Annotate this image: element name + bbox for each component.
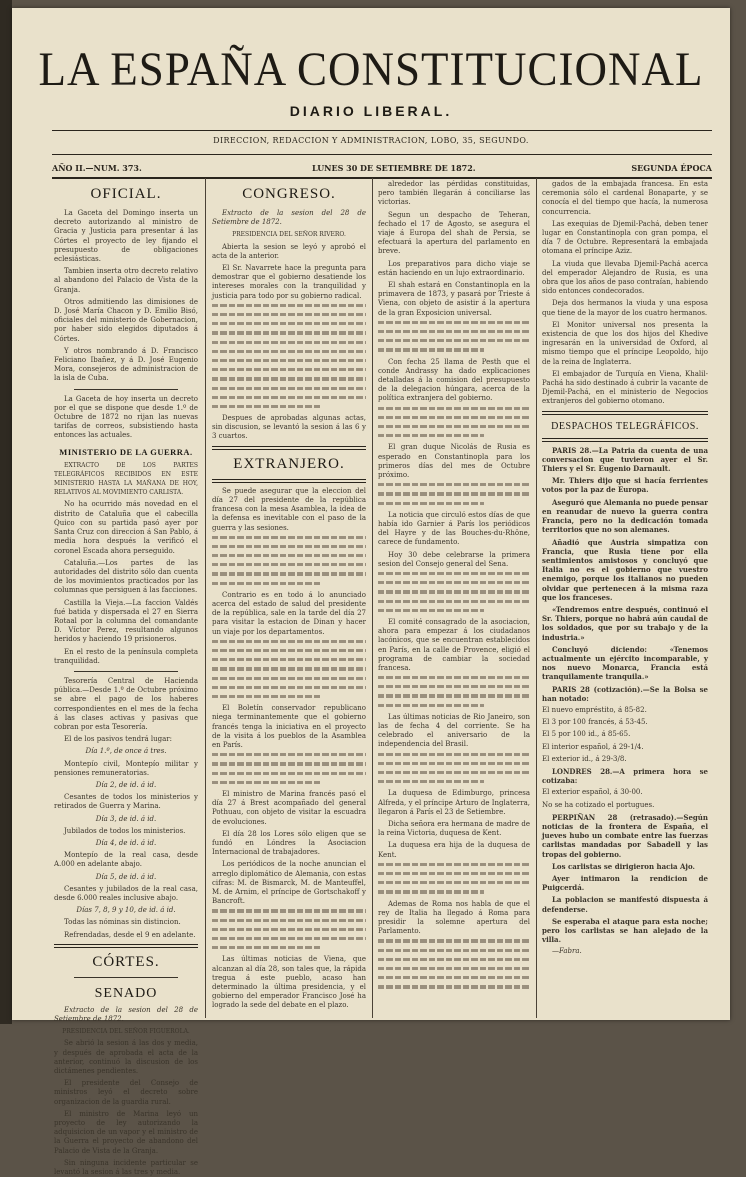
illegible-text-block [378, 321, 530, 352]
news-paragraph: El shah estará en Constantinopla en la primavera de 1873, y pasará por Trieste á Viena, con objeto de asistir á la apertura de la gran Exposicion universal. [378, 281, 530, 317]
illegible-text-block [378, 939, 530, 988]
oficial-paragraph: Y otros nombrando á D. Francisco Feliciano Ibañez, y á D. José Eugenio Mora, consejeros de administracion de la isla de Cuba. [54, 346, 198, 383]
section-double-rule [542, 438, 708, 442]
senado-paragraph: Se abrió la sesion á las dos y media, y después de aprobada el acta de la anterior, continuó la discusion de los dictámenes pendientes. [54, 1039, 198, 1076]
quote-line: El nuevo empréstito, á 85-82. [542, 705, 647, 714]
illegible-text-block [212, 909, 366, 949]
payment-day-label: Día 1.º, de once á tres. [85, 747, 167, 756]
news-paragraph: El gran duque Nicolás de Rusia es esperado en Constantinopla para los primeros días del mes de Octubre próximo. [378, 443, 530, 479]
illegible-text-block [212, 536, 366, 585]
quote-line: El exterior español, á 30-00. [542, 788, 643, 797]
oficial-paragraph: Tambien inserta otro decreto relativo al abandono del Palacio de Vista de la Granja. [54, 267, 198, 294]
illegible-text-block [378, 863, 530, 894]
cortes-heading: CÓRTES. [92, 953, 160, 970]
payment-day-text: Jubilados de todos los ministerios. [64, 826, 186, 835]
telegram-paragraph: Mr. Thiers dijo que si hacía ferrientes votos por la paz de Europa. [542, 476, 708, 495]
payment-day-text: Montepío civil, Montepío militar y pensiones remuneratorias. [54, 759, 198, 777]
column-3 [378, 180, 530, 1015]
oficial-paragraph: Otros admitiendo las dimisiones de D. José María Chacon y D. Emilio Bisó, oficiales del ministerio de Gobernacion, por haber sido elegidos diputados á Córtes. [54, 297, 198, 343]
despachos-heading: DESPACHOS TELEGRÁFICOS. [551, 420, 699, 432]
illegible-text-block [378, 407, 530, 438]
payment-day-label: Día 3, de id. á id. [95, 814, 157, 823]
masthead-title: LA ESPAÑA CONSTITUCIONAL [38, 42, 704, 96]
header-rule-bottom [52, 177, 712, 179]
guerra-paragraph: Cataluña.—Los partes de las autoridades del distrito sólo dan cuenta de los movimientos practicados por las columnas que persiguen á las facciones. [54, 558, 198, 595]
telegram-paragraph: Los carlistas se dirigieron hacia Ajo. [552, 861, 695, 871]
masthead-subtitle: DIARIO LIBERAL. [289, 103, 453, 119]
payment-day-label: Día 2, de id. á id. [95, 780, 157, 789]
news-paragraph: Con fecha 25 llama de Pesth que el conde Andrassy ha dado explicaciones detalladas á la comision del presupuesto de la delegacion húngara, acerca de la política extranjera del gobierno. [378, 357, 530, 403]
news-paragraph: La duquesa de Edimburgo, princesa Alfreda, y el príncipe Arturo de Inglaterra, llegaron á París el 23 de Setiembre. [378, 789, 530, 816]
column-rule-2 [372, 178, 373, 1018]
illegible-text-block [212, 640, 366, 698]
dateline [52, 161, 712, 175]
issue-number: AÑO II.—NUM. 373. [52, 163, 142, 173]
oficial-paragraph: La Gaceta de hoy inserta un decreto por el que se dispone que desde 1.º de Octubre de 1872 no rijan las nuevas tarifas de correos, subsistiendo hasta entonces las actuales. [54, 394, 198, 440]
congreso-paragraph: El Sr. Navarrete hace la pregunta para demostrar que el gobierno desatiende los intereses morales con la tranquilidad y justicia para todo por su gobierno radical. [212, 264, 366, 300]
telegram-paragraph: Ayer intimaron la rendicion de Puigcerdá. [542, 874, 708, 893]
payment-day-text: Cesantes y jubilados de la real casa, desde 6.000 reales inclusive abajo. [54, 884, 198, 902]
payment-day-label: Día 4, de id. á id. [95, 838, 157, 847]
extranjero-paragraph: El ministro de Marina francés pasó el día 27 á Brest acompañado del general Pothuau, con objeto de visitar la escuadra de evoluciones. [212, 789, 366, 826]
guerra-subheading: EXTRACTO DE LOS PARTES TELEGRÁFICOS RECIBIDOS EN ESTE MINISTERIO HASTA LA MAÑANA DE HOY, RELATIVOS AL MOVIMIENTO CARLISTA. [54, 461, 198, 497]
issue-date: LUNES 30 DE SETIEMBRE DE 1872. [312, 163, 476, 173]
payment-day-text: Montepío de la real casa, desde A.000 en adelante abajo. [54, 851, 198, 869]
guerra-paragraph: En el resto de la península completa tranquilidad. [54, 647, 198, 665]
senado-intro: Extracto de la sesion del 28 de Setiembre de 1872. [54, 1005, 198, 1024]
news-paragraph: La noticia que circuló estos días de que había ido Garnier á París los periódicos del Hayre y de las Bouches-du-Rhône, carece de fundamento. [378, 510, 530, 547]
news-paragraph: Los preparativos para dicho viaje se están haciendo en un lujo extraordinario. [378, 259, 530, 277]
illegible-text-block [378, 753, 530, 784]
column-1 [54, 180, 198, 1177]
congreso-heading: CONGRESO. [242, 186, 336, 202]
extranjero-paragraph: Contrario es en todo á lo anunciado acerca del estado de salud del presidente de la república, sale en la tarde del día 27 para visitar la estacion de Dinan y hacer un viaje por los departamentos. [212, 590, 366, 636]
news-paragraph: Las exequias de Djemil-Pachá, deben tener lugar en Constantinopla con gran pompa, el día 7 de Octubre. Representará la embajada otomana el príncipe Aziz. [542, 219, 708, 256]
senado-heading: SENADO [94, 985, 158, 1001]
extranjero-paragraph: El día 28 los Lores sólo eligen que se fundó en Lóndres la Asociacion Internacional de trabajadores. [212, 829, 366, 857]
telegram-paragraph: Concluyó diciendo: «Tenemos actualmente un ejército incomparable, y nos nuevo Monarca, Francia está tranquilamente tranquila.» [542, 644, 708, 682]
section-double-rule [542, 411, 708, 415]
senado-paragraph: El presidente del Consejo de ministros leyó el decreto sobre organizacion de la guardia rural. [54, 1079, 198, 1106]
telegram-paragraph: PERPIÑAN 28 (retrasado).—Según noticias de la frontera de España, el jueves hubo un combate entre las fuerzas carlistas mandadas por Sabadell y las tropas del gobierno. [542, 812, 708, 859]
news-paragraph: El Monitor universal nos presenta la existencia de que los dos hijos del Khedive ingresarán en la universidad de Oxford, al mismo tiempo que el príncipe Leopoldo, hijo de la reina de Inglaterra. [542, 320, 708, 366]
congreso-paragraph: Despues de aprobadas algunas actas, sin discusion, se levantó la sesion á las 6 y 3 cuartos. [212, 414, 366, 441]
senado-presidency: PRESIDENCIA DEL SEÑOR FIGUEROLA. [62, 1028, 190, 1036]
news-paragraph: alrededor las pérdidas constituidas, pero también llegarán á conciliarse las victorias. [378, 180, 530, 207]
quote-line: No se ha cotizado el portugues. [542, 800, 655, 809]
senado-paragraph: El ministro de Marina leyó un proyecto de ley autorizando la adquisicion de un vapor y el ministro de la Guerra el proyecto de abandono del Palacio de Vista de la Granja. [54, 1109, 198, 1155]
extranjero-paragraph: Las últimas noticias de Viena, que alcanzan al día 28, son tales que, la rápida tregua á este pueblo, acaso han determinado la última presidencia, y el gobierno del emperador Francisco José ha logrado la sede del debate en el plazo. [212, 955, 366, 1010]
extranjero-heading: EXTRANJERO. [233, 455, 345, 472]
extranjero-paragraph: El Boletín conservador republicano niega terminantemente que el gobierno francés tenga la iniciativa en el proyecto de la visita á los pueblos de la Asamblea en París. [212, 704, 366, 749]
illegible-text-block [378, 676, 530, 707]
section-double-rule [54, 944, 198, 948]
issue-epoch: SEGUNDA ÉPOCA [631, 163, 712, 173]
column-2 [212, 180, 366, 1015]
news-paragraph: gados de la embajada francesa. En esta ceremonia sólo el cardenal Bonaparte, y se conocía el del tiempo que hacía, la numerosa concurrencia. [542, 180, 708, 216]
telegram-paragraph: Se esperaba el ataque para esta noche; pero los carlistas se han alejado de la villa. [542, 916, 708, 945]
illegible-text-block [212, 753, 366, 784]
newspaper-page [12, 8, 730, 1177]
news-paragraph: Deja dos hermanos la viuda y una esposa que tiene de la mayor de los cuatro hermanos. [542, 299, 708, 317]
congreso-presidency: PRESIDENCIA DEL SEÑOR RIVERO. [232, 231, 346, 239]
oficial-paragraph: La Gaceta del Domingo inserta un decreto autorizando al ministro de Gracia y Justicia para presentar á las Córtes el proyecto de ley fijando el presupuesto de obligaciones eclesiásticas. [54, 209, 198, 264]
news-paragraph: Segun un despacho de Teheran, fechado el 17 de Agosto, se asegura el viaje á Europa del shah de Persia, se efectuará la apertura del parlamento en breve. [378, 210, 530, 256]
guerra-paragraph: Castilla la Vieja.—La faccion Valdés fué batida y dispersada el 27 en Sierra Rotaal por la columna del comandante D. Víctor Perez, resultando algunos heridos y haciendo 19 prisioneros. [54, 598, 198, 644]
illegible-text-block [378, 483, 530, 505]
telegram-paragraph: Añadió que Austria simpatiza con Francia, que Rusia tiene por ella sentimientos amistosos y concluyó que Italia no es el gobierno que vuestro enemigo, porque los italianos no pueden olvidar que pertenecen á la misma raza que los franceses. [542, 537, 708, 602]
guerra-paragraph: No ha ocurrido más novedad en el distrito de Cataluña que el cabecilla Quico con su partida pasó ayer por Santa Cruz con direccion á San Pablo, á media hora después la verificó el coronel Escada ahora perseguido. [54, 500, 198, 555]
telegram-paragraph: PARIS 28 (cotización).—Se la Bolsa se han notado: [542, 684, 708, 703]
news-paragraph: Dicha señora era hermana de madre de la reina Victoria, duquesa de Kent. [378, 820, 530, 838]
quote-line: El interior español, á 29-1/4. [542, 742, 644, 751]
header-rule-middle [52, 154, 712, 155]
quote-line: El exterior id., á 29-3/8. [542, 754, 627, 763]
section-divider [74, 671, 178, 672]
quote-line: El 3 por 100 francés, á 53-45. [542, 718, 648, 727]
news-paragraph: El embajador de Turquía en Viena, Khalil-Pachá ha sido destinado á cubrir la vacante de Djemil-Pachá, en el ministerio de Negocios extranjeros del gobierno otomano. [542, 369, 708, 406]
news-paragraph: Ademas de Roma nos habla de que el rey de Italia ha llegado á Roma para presidir la solemne apertura del Parlamento. [378, 899, 530, 936]
extranjero-paragraph: Los periódicos de la noche anuncian el arreglo diplomático de Alemania, con estas cifras: M. de Bismarck, M. de Manteuffel, M. de Arnim, el príncipe de Gortschakoff y Bancroft. [212, 860, 366, 906]
column-4 [542, 180, 708, 1015]
payment-day-text: Refrendadas, desde el 9 en adelante. [64, 930, 196, 939]
telegram-paragraph: LONDRES 28.—A primera hora se cotizaba: [542, 766, 708, 786]
senado-paragraph: Sin ninguna incidente particular se levantó la sesion á las tres y media. [54, 1158, 198, 1177]
news-paragraph: Hoy 30 debe celebrarse la primera sesion del Consejo general del Sena. [378, 550, 530, 568]
section-divider [74, 389, 178, 390]
news-paragraph: Las últimas noticias de Rio Janeiro, son las de fecha 4 del corriente. Se ha celebrado el aniversario de la independencia del Brasil. [378, 712, 530, 749]
column-rule-3 [536, 178, 537, 1018]
quote-line: El 5 por 100 id., á 85-65. [542, 730, 631, 739]
telegram-paragraph: La poblacion se manifestó dispuesta á defenderse. [542, 895, 708, 914]
guerra-heading: MINISTERIO DE LA GUERRA. [59, 446, 193, 457]
section-double-rule [212, 446, 366, 450]
column-rule-1 [205, 178, 206, 1018]
section-divider [74, 977, 178, 978]
tesoreria-paragraph: Tesorería Central de Hacienda pública.—Desde 1.º de Octubre próximo se abre el pago de los haberes correspondientes en el mes de la fecha á las clases activas y pasivas que cobran por esta Tesorería. [54, 676, 198, 731]
illegible-text-block [378, 572, 530, 612]
section-double-rule [212, 479, 366, 483]
address-line: DIRECCION, REDACCION Y ADMINISTRACION, LOBO, 35, SEGUNDO. [213, 136, 529, 145]
telegram-paragraph: «Tendremos entre después, continuó el Sr. Thiers, porque no habrá aún caudal de los soldados, que por su trabajo y de la industria.» [542, 604, 708, 642]
congreso-paragraph: Abierta la sesion se leyó y aprobó el acta de la anterior. [212, 242, 366, 260]
news-paragraph: La viuda que llevaba Djemil-Pachá acerca del emperador Alejandro de Rusia, es una obra que los años de paso contraían, habiendo sido entonces condecorados. [542, 259, 708, 296]
tesoreria-paragraph: El de los pasivos tendrá lugar: [64, 735, 172, 744]
extranjero-paragraph: Se puede asegurar que la eleccion del día 27 del presidente de la república francesa con la mesa Asamblea, la idea de la defensa es inevitable con el paso de la guerra y las sesiones. [212, 486, 366, 532]
payment-day-text: Cesantes de todos los ministerios y retirados de Guerra y Marina. [54, 793, 198, 811]
telegram-signature: —Fabra. [552, 947, 582, 956]
telegram-paragraph: Aseguró que Alemania no puede pensar en reanudar de nuevo la guerra contra Francia, pero no la dedicación tomada territorios que no son alemanes. [542, 497, 708, 535]
payment-day-label: Día 5, de id. á id. [95, 872, 157, 881]
illegible-text-block [212, 304, 366, 408]
news-paragraph: La duquesa era hija de la duquesa de Kent. [378, 841, 530, 859]
news-paragraph: El comité consagrado de la asociacion, ahora para empezar á los ciudadanos lacónicos, que se encuentran establecidos en París, en la calle de Provence, eligió el programa de cambiar la sociedad francesa. [378, 617, 530, 672]
header-rule-top [52, 130, 712, 131]
book-gutter [0, 0, 12, 1024]
payment-day-text: Todas las nóminas sin distincion. [64, 918, 181, 927]
payment-day-label: Días 7, 8, 9 y 10, de id. á id. [76, 906, 176, 915]
telegram-paragraph: PARIS 28.—La Patria da cuenta de una conversacion que tuvieron ayer el Sr. Thiers y el Sr. Eugenio Darnault. [542, 445, 708, 474]
congreso-intro: Extracto de la sesion del 28 de Setiembre de 1872. [212, 209, 366, 227]
oficial-heading: OFICIAL. [90, 186, 162, 202]
